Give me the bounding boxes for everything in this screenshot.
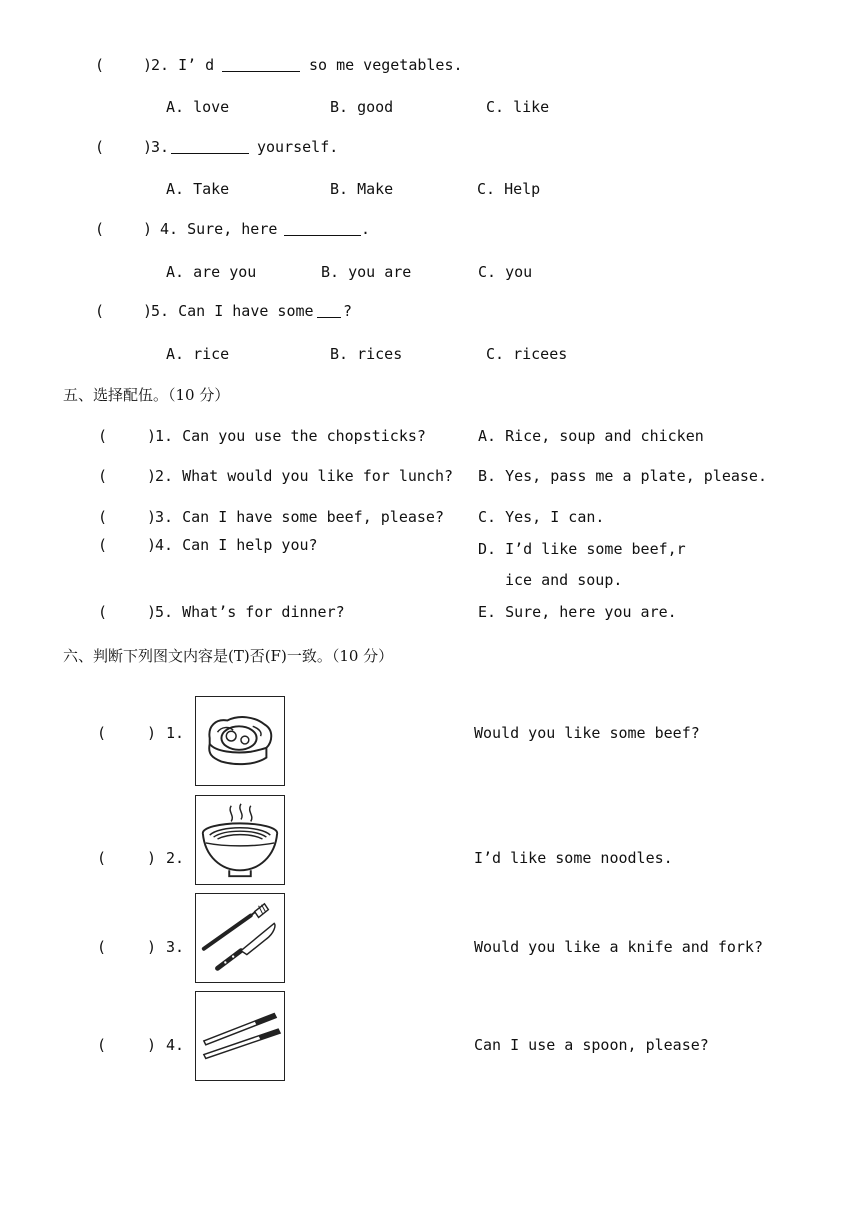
option-c: C. like — [486, 98, 550, 116]
answer-paren-open: ( — [97, 938, 107, 956]
option-b: B. Make — [330, 180, 394, 198]
option-a: A. Take — [166, 180, 230, 198]
answer-paren-open: ( — [95, 138, 105, 156]
answer-paren-open: ( — [97, 849, 107, 867]
answer-paren-close: ) — [143, 138, 153, 156]
answer-paren-open: ( — [98, 508, 108, 526]
match-question: 3. Can I have some beef, please? — [155, 508, 444, 526]
answer-paren-open: ( — [98, 536, 108, 554]
item-number: 1. — [166, 724, 185, 742]
answer-paren-open: ( — [97, 1036, 107, 1054]
option-a: A. rice — [166, 345, 230, 363]
answer-paren-close: ) — [143, 220, 153, 238]
brush-and-knife-icon — [195, 893, 285, 983]
question-text-end: yourself. — [257, 138, 339, 156]
answer-blank[interactable] — [222, 57, 300, 72]
answer-blank[interactable] — [284, 221, 361, 236]
section-heading-matching: 五、选择配伍。（10 分） — [63, 386, 230, 404]
question-text: 4. Sure, here — [160, 220, 278, 238]
match-question: 1. Can you use the chopsticks? — [155, 427, 426, 445]
answer-paren-close: ) — [147, 938, 157, 956]
section-heading-true-false: 六、判断下列图文内容是(T)否(F)一致。（10 分） — [63, 647, 394, 665]
beef-icon — [195, 696, 285, 786]
item-number: 4. — [166, 1036, 185, 1054]
option-b: B. good — [330, 98, 394, 116]
item-number: 3. — [166, 938, 185, 956]
answer-paren-open: ( — [98, 467, 108, 485]
match-question: 5. What’s for dinner? — [155, 603, 345, 621]
answer-paren-open: ( — [95, 302, 105, 320]
answer-paren-close: ) — [147, 427, 157, 445]
answer-paren-open: ( — [98, 427, 108, 445]
match-answer: E. Sure, here you are. — [478, 603, 677, 621]
answer-paren-close: ) — [147, 467, 157, 485]
answer-paren-open: ( — [95, 56, 105, 74]
answer-paren-close: ) — [147, 508, 157, 526]
answer-paren-open: ( — [98, 603, 108, 621]
match-answer-continued: ice and soup. — [505, 571, 623, 589]
option-c: C. you — [478, 263, 533, 281]
answer-paren-open: ( — [95, 220, 105, 238]
answer-paren-open: ( — [97, 724, 107, 742]
question-text: 2. I’ d — [151, 56, 215, 74]
statement-text: I’d like some noodles. — [474, 849, 673, 867]
answer-paren-close: ) — [147, 849, 157, 867]
option-c: C. Help — [477, 180, 541, 198]
match-answer: D. I’d like some beef,r — [478, 540, 686, 558]
question-text: 5. Can I have some — [151, 302, 314, 320]
option-a: A. are you — [166, 263, 257, 281]
answer-blank[interactable] — [171, 139, 249, 154]
option-c: C. ricees — [486, 345, 568, 363]
answer-paren-close: ) — [143, 302, 153, 320]
answer-blank[interactable] — [317, 303, 341, 318]
match-question: 4. Can I help you? — [155, 536, 318, 554]
answer-paren-close: ) — [147, 1036, 157, 1054]
answer-paren-close: ) — [147, 536, 157, 554]
match-answer: B. Yes, pass me a plate, please. — [478, 467, 767, 485]
match-answer: A. Rice, soup and chicken — [478, 427, 704, 445]
statement-text: Can I use a spoon, please? — [474, 1036, 709, 1054]
question-text-end: ? — [343, 302, 353, 320]
answer-paren-close: ) — [147, 724, 157, 742]
question-text-end: . — [361, 220, 371, 238]
option-b: B. rices — [330, 345, 403, 363]
question-text: 3. — [151, 138, 170, 156]
option-a: A. love — [166, 98, 230, 116]
item-number: 2. — [166, 849, 185, 867]
question-text-end: so me vegetables. — [309, 56, 463, 74]
noodles-bowl-icon — [195, 795, 285, 885]
option-b: B. you are — [321, 263, 412, 281]
match-question: 2. What would you like for lunch? — [155, 467, 454, 485]
statement-text: Would you like some beef? — [474, 724, 700, 742]
match-answer: C. Yes, I can. — [478, 508, 605, 526]
chopsticks-icon — [195, 991, 285, 1081]
answer-paren-close: ) — [143, 56, 153, 74]
statement-text: Would you like a knife and fork? — [474, 938, 763, 956]
answer-paren-close: ) — [147, 603, 157, 621]
